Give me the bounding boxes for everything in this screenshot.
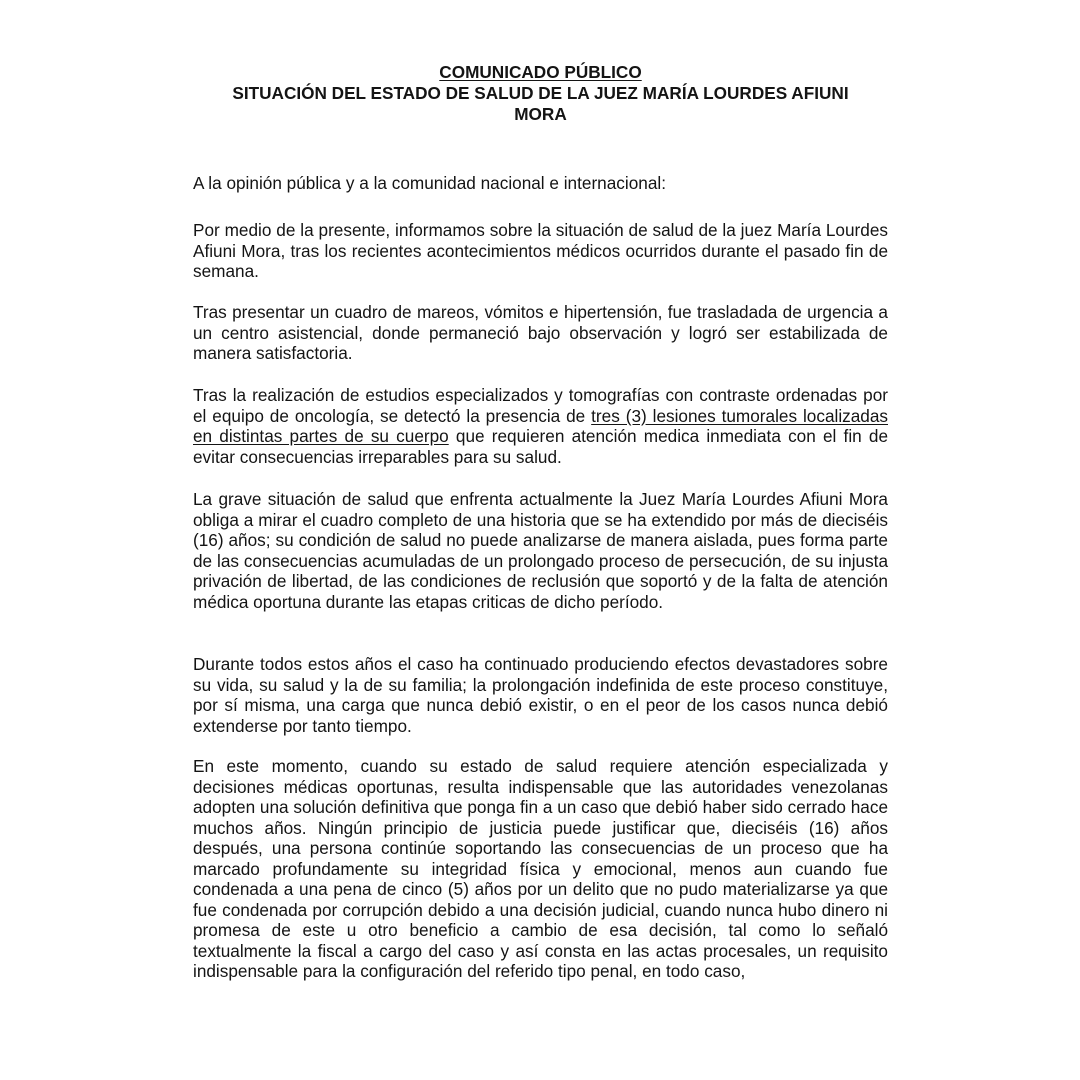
paragraph-2: Tras presentar un cuadro de mareos, vómitos e hipertensión, fue trasladada de urgencia a un centro asistencial, donde permaneció bajo observación y logró ser estabilizada de manera satisfactoria. — [193, 302, 888, 363]
salutation: A la opinión pública y a la comunidad nacional e internacional: — [193, 173, 666, 193]
paragraph-3-underlined-text: tres (3) lesiones tumorales localizadas en distintas partes de su cuerpo — [193, 405, 888, 446]
paragraph-1: Por medio de la presente, informamos sobre la situación de salud de la juez María Lourdes Afiuni Mora, tras los recientes acontecimientos médicos ocurridos durante el pasado fin de semana. — [193, 220, 888, 281]
paragraph-3-text-end: que requieren atención medica inmediata con el fin de evitar consecuencias irreparables para su salud. — [193, 426, 888, 467]
document-page — [193, 62, 888, 981]
paragraph-6: En este momento, cuando su estado de salud requiere atención especializada y decisiones médicas oportunas, resulta indispensable que las autoridades venezolanas adopten una solución definitiva que ponga fin a un caso que debió haber sido cerrado hace muchos años. Ningún principio de justicia puede justificar que, dieciséis (16) años después, una persona continúe soportando las consecuencias de un proceso que ha marcado profundamente su integridad física y emocional, menos aun cuando fue condenada a una pena de cinco (5) años por un delito que no pudo materializarse ya que fue condenada por corrupción debido a una decisión judicial, cuando nunca hubo dinero ni promesa de este u otro beneficio a cambio de esa decisión, tal como lo señaló textualmente la fiscal a cargo del caso y así consta en las actas procesales, un requisito indispensable para la configuración del referido tipo penal, en todo caso, — [193, 756, 888, 981]
document-title: COMUNICADO PÚBLICO — [439, 62, 642, 82]
paragraph-5: Durante todos estos años el caso ha continuado produciendo efectos devastadores sobre su vida, su salud y la de su familia; la prolongación indefinida de este proceso constituye, por sí misma, una carga que nunca debió existir, o en el peor de los casos nunca debió extenderse por tanto tiempo. — [193, 654, 888, 736]
paragraph-3-text-start: Tras la realización de estudios especializados y tomografías con contraste ordenadas por el equipo de oncología, se detectó la presencia de — [193, 385, 888, 426]
document-subtitle: SITUACIÓN DEL ESTADO DE SALUD DE LA JUEZ MARÍA LOURDES AFIUNI MORA — [232, 83, 849, 124]
paragraph-3 — [193, 385, 888, 467]
paragraph-4: La grave situación de salud que enfrenta actualmente la Juez María Lourdes Afiuni Mora obliga a mirar el cuadro completo de una historia que se ha extendido por más de dieciséis (16) años; su condición de salud no puede analizarse de manera aislada, pues forma parte de las consecuencias acumuladas de un prolongado proceso de persecución, de su injusta privación de libertad, de las condiciones de reclusión que soportó y de la falta de atención médica oportuna durante las etapas criticas de dicho período. — [193, 489, 888, 612]
